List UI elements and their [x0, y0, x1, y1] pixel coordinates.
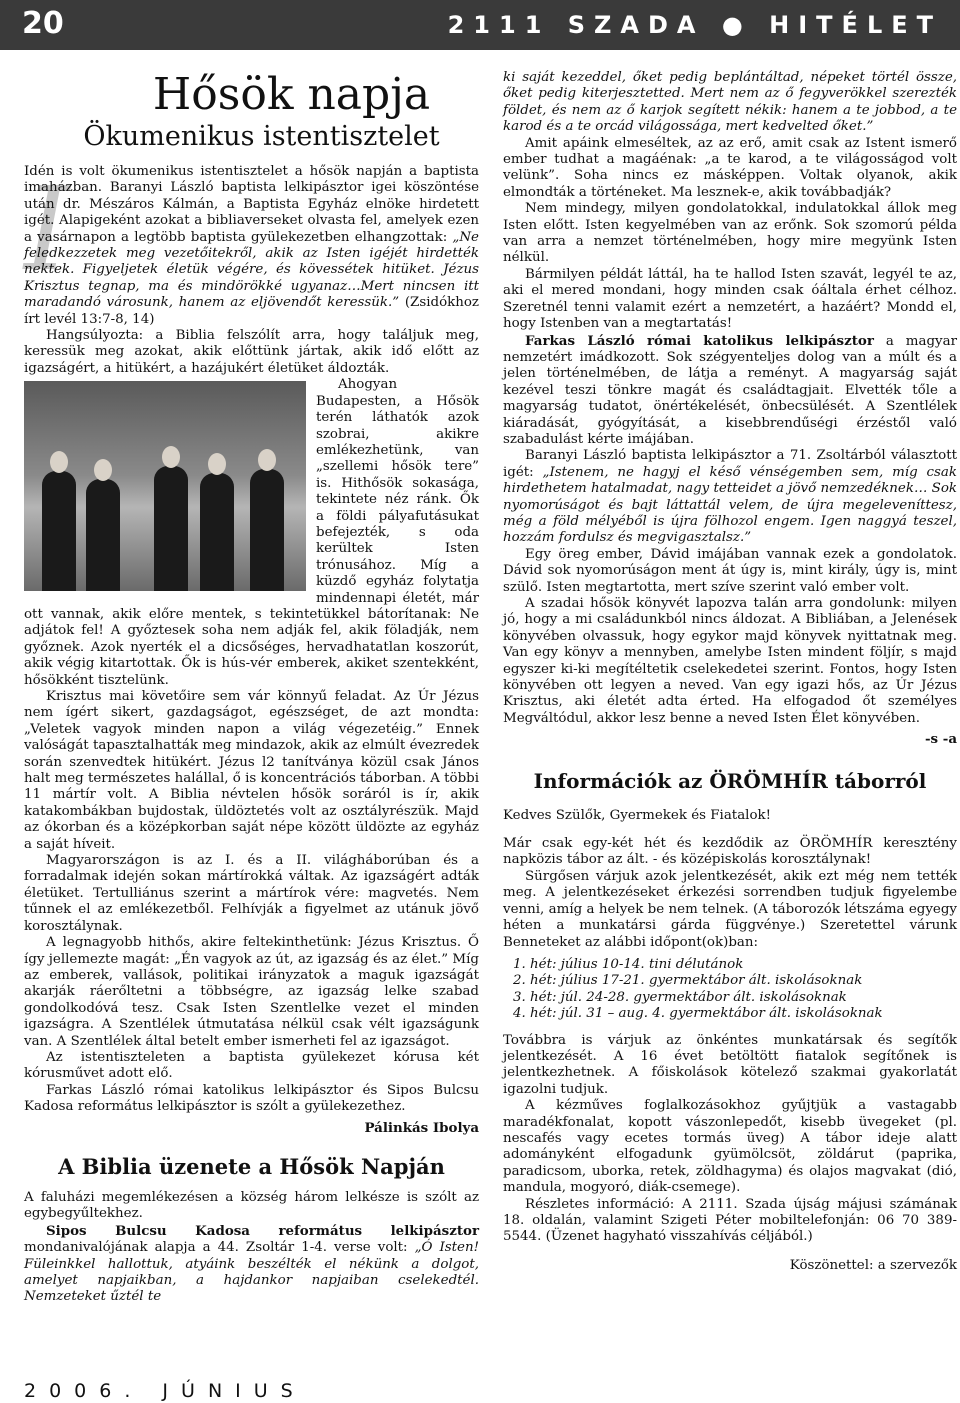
drop-cap: I: [24, 163, 70, 297]
publication-name: 2111 SZADA ● HITÉLET: [447, 11, 942, 39]
article-subtitle: Ökumenikus istentisztelet: [83, 121, 440, 152]
figure-person: [42, 471, 76, 591]
figure-person: [86, 479, 120, 591]
paragraph: A kézműves foglalkozásokhoz gyűjtjük a vastagabb maradékfonalat, kopott vászonlepedőt, kisebb üvegeket (pl. nescafés vagy ecetes tormás üveg) A tábor ideje alatt adományként elfogadunk gyümölcsöt, zöldárut (paprika, paradicsom, uborka, retek, zöldhagyma) és olajos magvakat (dió, mandula, mogyoró, diák-csemege).: [503, 1098, 957, 1196]
paragraph: A szadai hősök könyvét lapozva talán arra gondolunk: milyen jó, hogy a mi családunkból nincs áldozat. A Bibliában, a Jelenések könyvében olvassuk, hogy egykor majd könyvek nyittatnak meg. Van egy könyv a mennyben, amelybe Isten mindent följír, s majd egyszer ki-ki megítéltetik cselekedetei szerint. Fontos, hogy Isten könyvében ott legyen a neved. Van egy igazi hős, az Úr Jézus Krisztus, aki életét adta érted. Ha elfogadod őt személyes Megváltódul, akkor lesz benne a neved Isten Élet könyvében.: [503, 596, 957, 726]
figure-person: [250, 469, 284, 591]
paragraph: Hangsúlyozta: a Biblia felszólít arra, hogy találjuk meg, keressük meg azokat, akik előttünk jártak, akik idő előtt az igazságért, a hitükért, a hazájukért életüket áldozták.: [24, 328, 479, 376]
closing-signature: Köszönettel: a szervezők: [789, 1257, 957, 1273]
figure-person: [200, 473, 234, 591]
article-title: Információk az ÖRÖMHÍR táborról: [533, 768, 927, 793]
issue-date: 2006. JÚNIUS: [24, 1380, 306, 1402]
figure-head: [94, 459, 112, 481]
paragraph: Sürgősen várjuk azok jelentkezését, akik ezt még nem tették meg. A jelentkezéseket érkezési sorrendben tudjuk figyelembe venni, amíg a helyek be nem telnek. (A táborozók létszáma egyegy héten a munkatársi gárda függvénye.) Szeretettel várunk Benneteket az alábbi időpont(ok)ban:: [503, 868, 957, 950]
paragraph: Amit apáink elmeséltek, az az erő, amit csak az Istent ismerő ember tudhat a magáénak: „a te karod, a te világosságod volt velünk”. Soha nincs ez másképpen. Voltak olyanok, akik elmondták a történeket. Ma lesznek-e, akik továbbadják?: [503, 135, 957, 200]
list-item: 1. hét: július 10-14. tini délutánok: [513, 956, 744, 972]
paragraph: A legnagyobb hithős, akire feltekinthetünk: Jézus Krisztus. Ő így jellemezte magát: „Én vagyok az út, az igazság és az élet.” Míg az emberek, vallások, politikai irányzatok a maguk igazságát akarják ráerőltetni a többségre, az igazság lelke szabad gondolkodóvá tesz. Csak Isten Szentlelke vezet el minden igazságra. A Szentlélek útmutatása nélkül csak vélt igazságunk van. A Szentlélek által betelt ember ismerheti fel az igazságot.: [24, 935, 479, 1049]
article-title: A Biblia üzenete a Hősök Napján: [58, 1153, 445, 1179]
right-column: [503, 70, 957, 1274]
paragraph: Farkas László római katolikus lelkipásztor a magyar nemzetért imádkozott. Sok szégyenteljes dolog van a múlt és a jelen történelmében, de látja a reményt. A magyarság saját kezével teszi tönkre magát és családtagjait. Elvették tőle a magyarság tudatot, önértékelését, önbecsülését. A Szentlélek kiáradását, gyógyítását, a kisebbrendűségi érzéstől való szabadulást kérte imájában.: [503, 332, 957, 447]
figure-head: [162, 446, 180, 468]
paragraph: Farkas László római katolikus lelkipásztor és Sipos Bulcsu Kadosa református lelkipásztor is szólt a gyülekezethez.: [24, 1082, 479, 1115]
choir-photo: [24, 381, 306, 591]
greeting: Kedves Szülők, Gyermekek és Fiatalok!: [503, 807, 772, 823]
paragraph: Az istentiszteleten a baptista gyülekezet kórusa két kórusművet adott elő.: [24, 1049, 479, 1082]
list-item: 3. hét: júl. 24-28. gyermektábor ált. iskolásoknak: [513, 989, 847, 1005]
list-item: 2. hét: július 17-21. gyermektábor ált. iskolásoknak: [513, 973, 863, 989]
paragraph: Részletes információ: A 2111. Szada újság májusi számának 18. oldalán, valamint Szigeti Péter mobiltelefonján: 06 70 389-5544. (Üzenet hagyható visszahívás céljából.): [503, 1196, 957, 1245]
list-item: 4. hét: júl. 31 – aug. 4. gyermektábor ált. iskolásoknak: [513, 1006, 883, 1022]
paragraph: Sipos Bulcsu Kadosa református lelkipásztor mondanivalójának alapja a 44. Zsoltár 1-4. verse volt: „Ó Isten! Füleinkkel hallottuk, atyáink beszélték el nékünk a dolgot, amelyet napjaikban, a hajdankor napjaiban cselekedtél. Nemzeteket űztél te: [24, 1222, 479, 1305]
figure-head: [208, 453, 226, 475]
page-header: [0, 0, 960, 50]
paragraph: Bármilyen példát láttál, ha te hallod Isten szavát, legyél te az, aki el mered mondani, hogy minden csak óáltala érhet célhoz. Szeretnél tenni valamit ezért a nemzetért, a hazáért? Mondd el, hogy Istenben van a megtartatás!: [503, 266, 957, 332]
paragraph: Már csak egy-két hét és kezdődik az ÖRÖMHÍR keresztény napközis tábor az ált. - és középiskolás korosztálynak!: [503, 836, 957, 868]
paragraph: Nem mindegy, milyen gondolatokkal, indulatokkal állok meg Isten előtt. Isten kegyelmében van az erőnk. Sok szomorú példa van arra a nemzet történelmében, hogy mire megyünk Isten nélkül.: [503, 201, 957, 266]
paragraph: Idén is volt ökumenikus istentisztelet a hősök napján a baptista imaházban. Baranyi László baptista lelkipásztor igei köszöntése után dr. Mészáros Kálmán, a Baptista Egyház elnöke hirdetett igét. Alapigeként azokat a bibliaverseket olvasta fel, amelyek ezen a vasárnapon a legtöbb baptista gyülekezetben elhangzottak: „Ne feledkezzetek meg vezetőitekről, akik az Isten igéjét hirdették nektek. Figyeljetek életük végére, és kövessétek hitüket. Jézus Krisztus tegnap, ma és mindörökké ugyanaz…Mert nincsen itt maradandó városunk, hanem az eljövendőt keressük.” (Zsidókhoz írt levél 13:7-8, 14): [24, 164, 479, 327]
paragraph: Krisztus mai követőire sem vár könnyű feladat. Az Úr Jézus nem ígért sikert, gazdagságot, egészséget, de azt mondta: „Veletek vagyok minden napon a világ végezetéig.” Ennek valóságát tapasztalhatták meg mindazok, akik az elmúlt évezredek során szenvedtek hitükért. Jézus l2 tanítványa közül csak János halt meg természetes halállal, ő is koncentrációs táborban. A többi 11 mártír volt. A Biblia névtelen hősök soráról is ír, akik katakombákban bujdostak, üldöztetés volt az osztályrészük. Majd az ókorban és a középkorban saját népe között üldözte az egyház a saját híveit.: [24, 689, 480, 852]
page-number: 20: [22, 6, 64, 41]
author-signature: Pálinkás Ibolya: [364, 1119, 479, 1136]
paragraph: ki saját kezeddel, őket pedig beplántáltad, népeket törtél össze, őket pedig kiterjesztetted. Mert nem az ő fegyverökkel szerezték földet, és nem az ő karjok segített nékik: hanem a te jobbod, a te karod és a te orcád világossága, mert kedvelted őket.”: [503, 70, 957, 135]
paragraph: Egy öreg ember, Dávid imájában vannak ezek a gondolatok. Dávid sok nyomorúságon ment át úgy is, mint király, úgy is, mint szülő. Isten megtartotta, mert szíve szerint való ember volt.: [503, 546, 957, 595]
paragraph: Baranyi László baptista lelkipásztor a 71. Zsoltárból választott igét: „Istenem, ne hagyj el késő vénségemben sem, míg csak hirdethetem hatalmadat, nagy tetteidet a jövő nemzedéknek… Sok nyomorúságot és bajt láttattál velem, de újra megeleveníttesz, még a föld mélyéből is újra fölhozol engem. Igen naggyá teszel, hozzám fordulsz és megvigasztalsz.”: [503, 448, 957, 546]
paragraph: A faluházi megemlékezésen a község három lelkésze is szólt az egybegyűltekhez.: [24, 1189, 479, 1222]
article-title: Hősök napja: [152, 69, 431, 120]
author-signature: -s -a: [925, 731, 957, 748]
figure-head: [258, 449, 276, 471]
paragraph: Magyarországon is az I. és a II. világháborúban és a forradalmak idején sokan mártírokká váltak. Az igazságért adták életüket. Tertulliánus szerint a mártírok vére: magvetés. Nem tűnnek el az emlékezetből. Felhívják a figyelmet az utánuk jövő korosztálynak.: [24, 853, 479, 934]
paragraph: Ahogyan Budapesten, a Hősök terén láthatók azok szobrai, akikre emlékezhetünk, van „szellemi hősök tere” is. Hithősök sokasága, tekintete néz ránk. Ők a földi pályafutásukat befejezték, s oda kerültek Isten trónusához. Míg a küzdő egyház folytatja mindennapi életét, már ott vannak, akik előre mentek, s tekintetükkel bátorítanak: Ne adjátok fel! A győztesek soha nem adják fel, akik föladják, nem győznek. Azok nyerték el a dicsőséges, hervadhatatlan koszorút, akik végig kitartottak. Ők is hús-vér emberek, akiket szentekként, hősökként tisztelünk.: [24, 377, 479, 688]
figure-head: [50, 451, 68, 473]
week-list: [503, 957, 957, 1023]
paragraph: Továbbra is várjuk az önkéntes munkatársak és segítők jelentkezését. A 16 évet betöltött fiatalok segítőnek is jelentkezhetnek. A főiskolások kötelező szakmai gyakorlatát igazolni tudjuk.: [503, 1032, 957, 1097]
left-column: [24, 60, 479, 1306]
figure-person: [154, 466, 188, 591]
